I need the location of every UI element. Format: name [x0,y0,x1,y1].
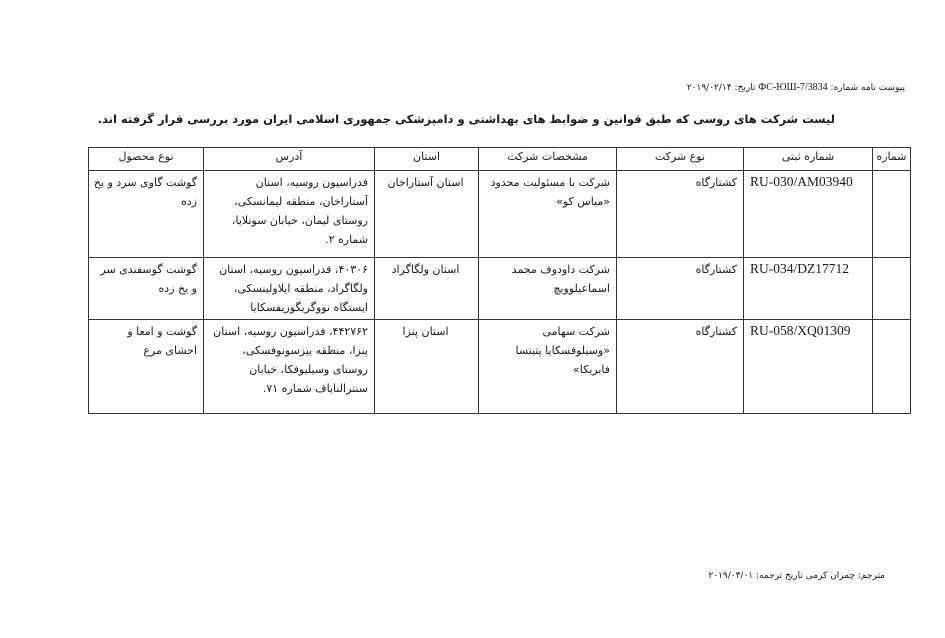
cell-company: شرکت با مسئولیت محدود «میاس کو» [479,171,617,258]
cell-number [873,171,911,258]
attachment-line [687,82,905,93]
translator-label: مترجم: چمران کرمی [805,571,885,581]
col-header-type: نوع شرکت [617,148,744,171]
companies-table [88,147,911,414]
cell-registration: RU-058/XQ01309 [744,320,873,414]
attachment-label: پیوست نامه شماره: [830,83,905,93]
cell-address: ۴۰۳۰۶، فدراسیون روسیه، استان ولگاگراد، منطقه ایلاولینسکی، ایستگاه نووگریگوریفسکایا [204,258,375,320]
cell-address: ۴۴۲۷۶۲، فدراسیون روسیه، استان پنزا، منطقه بیزسونوفسکی، روستای وسیلیوفکا، خیابان سنترالنایاف شماره ۷۱. [204,320,375,414]
cell-company: شرکت سهامی «وسیلوفسکایا پتیتسا فابریکا» [479,320,617,414]
table-header-row [89,148,911,171]
table-row [89,258,911,320]
col-header-product: نوع محصول [89,148,204,171]
cell-address: فدراسیون روسیه، استان آستاراخان، منطقه لیمانسکی، روستای لیمان، خیابان سونلایا، شماره ۲. [204,171,375,258]
col-header-address: آدرس [204,148,375,171]
cell-type: کشتارگاه [617,258,744,320]
col-header-company: مشخصات شرکت [479,148,617,171]
cell-product: گوشت گاوی سرد و یخ زده [89,171,204,258]
col-header-number: شماره [873,148,911,171]
date-value: ۲۰۱۹/۰۲/۱۴ [686,83,732,93]
cell-product: گوشت گوسفندی سر و یخ زده [89,258,204,320]
cell-product: گوشت و امعا و احشای مرغ [89,320,204,414]
attachment-number: ФС-ЮШ-7/3834 [758,82,828,93]
translator-line [708,571,885,581]
cell-province: استان پنزا [375,320,479,414]
cell-number [873,258,911,320]
cell-province: استان ولگاگراد [375,258,479,320]
col-header-province: استان [375,148,479,171]
col-header-registration: شماره ثبتی [744,148,873,171]
translation-date-label: تاریخ ترجمه: [756,571,803,581]
cell-type: کشتارگاه [617,171,744,258]
cell-type: کشتارگاه [617,320,744,414]
cell-company: شرکت داودوف محمد اسماعیلوویچ [479,258,617,320]
cell-registration: RU-030/AM03940 [744,171,873,258]
document-title: لیست شرکت های روسی که طبق قوانین و ضوابط های بهداشتی و دامپزشکی جمهوری اسلامی ایران مورد بررسی قرار گرفته اند. [97,112,835,126]
cell-number [873,320,911,414]
table-row [89,320,911,414]
cell-province: استان آستاراخان [375,171,479,258]
translation-date: ۲۰۱۹/۰۳/۰۱ [708,571,754,581]
cell-registration: RU-034/DZ17712 [744,258,873,320]
table-row [89,171,911,258]
date-label: تاریخ: [734,83,756,93]
